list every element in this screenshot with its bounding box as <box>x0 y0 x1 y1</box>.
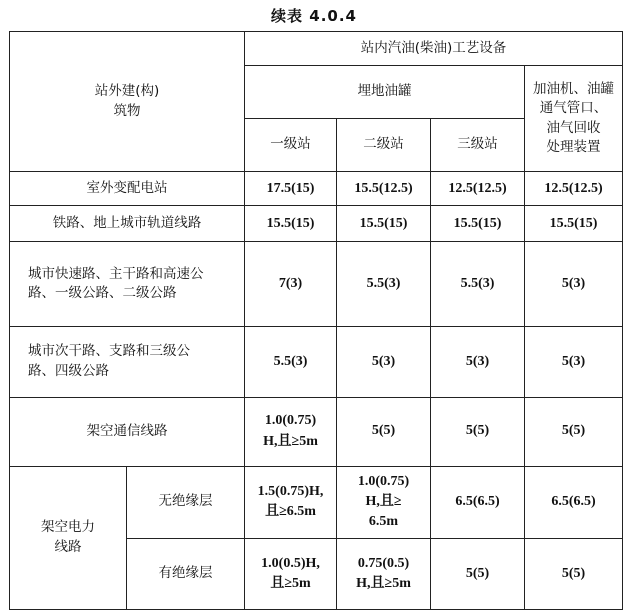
table-row <box>10 206 623 242</box>
row-label: 架空通信线路 <box>10 397 245 466</box>
tank-group-header: 埋地油罐 <box>245 66 525 119</box>
sub-row-label: 有绝缘层 <box>127 538 245 609</box>
table-row <box>10 172 623 206</box>
cell-value: 15.5(15) <box>525 206 623 242</box>
spacing-table <box>9 31 623 610</box>
dispenser-header: 加油机、油罐 通气管口、 油气回收 处理装置 <box>525 66 623 172</box>
cell-value: 5.5(3) <box>245 327 337 397</box>
cell-value: 17.5(15) <box>245 172 337 206</box>
col-header-level3: 三级站 <box>431 119 525 172</box>
cell-value: 6.5(6.5) <box>525 466 623 538</box>
cell-value: 15.5(15) <box>337 206 431 242</box>
row-label: 室外变配电站 <box>10 172 245 206</box>
cell-value: 5.5(3) <box>431 242 525 327</box>
cell-value: 5(5) <box>525 397 623 466</box>
table-row <box>10 466 623 538</box>
cell-value: 15.5(15) <box>431 206 525 242</box>
row-header-cell: 站外建(构) 筑物 <box>10 32 245 172</box>
cell-value: 5(5) <box>431 538 525 609</box>
cell-value: 7(3) <box>245 242 337 327</box>
sub-row-label: 无绝缘层 <box>127 466 245 538</box>
cell-value: 5(5) <box>431 397 525 466</box>
cell-value: 15.5(12.5) <box>337 172 431 206</box>
cell-value: 5(3) <box>525 327 623 397</box>
cell-value: 15.5(15) <box>245 206 337 242</box>
cell-value: 12.5(12.5) <box>525 172 623 206</box>
row-label: 城市快速路、主干路和高速公 路、一级公路、二级公路 <box>10 242 245 327</box>
row-label: 城市次干路、支路和三级公 路、四级公路 <box>10 327 245 397</box>
cell-value: 1.5(0.75)H, 且≥6.5m <box>245 466 337 538</box>
cell-value: 6.5(6.5) <box>431 466 525 538</box>
cell-value: 1.0(0.75) H,且≥ 6.5m <box>337 466 431 538</box>
cell-value: 0.75(0.5) H,且≥5m <box>337 538 431 609</box>
row-label: 铁路、地上城市轨道线路 <box>10 206 245 242</box>
cell-value: 5(5) <box>525 538 623 609</box>
cell-value: 1.0(0.5)H, 且≥5m <box>245 538 337 609</box>
cell-value: 1.0(0.75) H,且≥5m <box>245 397 337 466</box>
cell-value: 5(3) <box>337 327 431 397</box>
cell-value: 12.5(12.5) <box>431 172 525 206</box>
col-header-level1: 一级站 <box>245 119 337 172</box>
equipment-group-header: 站内汽油(柴油)工艺设备 <box>245 32 623 66</box>
table-row <box>10 242 623 327</box>
table-row <box>10 327 623 397</box>
cell-value: 5(5) <box>337 397 431 466</box>
cell-value: 5(3) <box>431 327 525 397</box>
cell-value: 5.5(3) <box>337 242 431 327</box>
col-header-level2: 二级站 <box>337 119 431 172</box>
table-row <box>10 397 623 466</box>
power-line-label: 架空电力 线路 <box>10 466 127 609</box>
cell-value: 5(3) <box>525 242 623 327</box>
table-title: 续表 4.0.4 <box>271 7 357 25</box>
